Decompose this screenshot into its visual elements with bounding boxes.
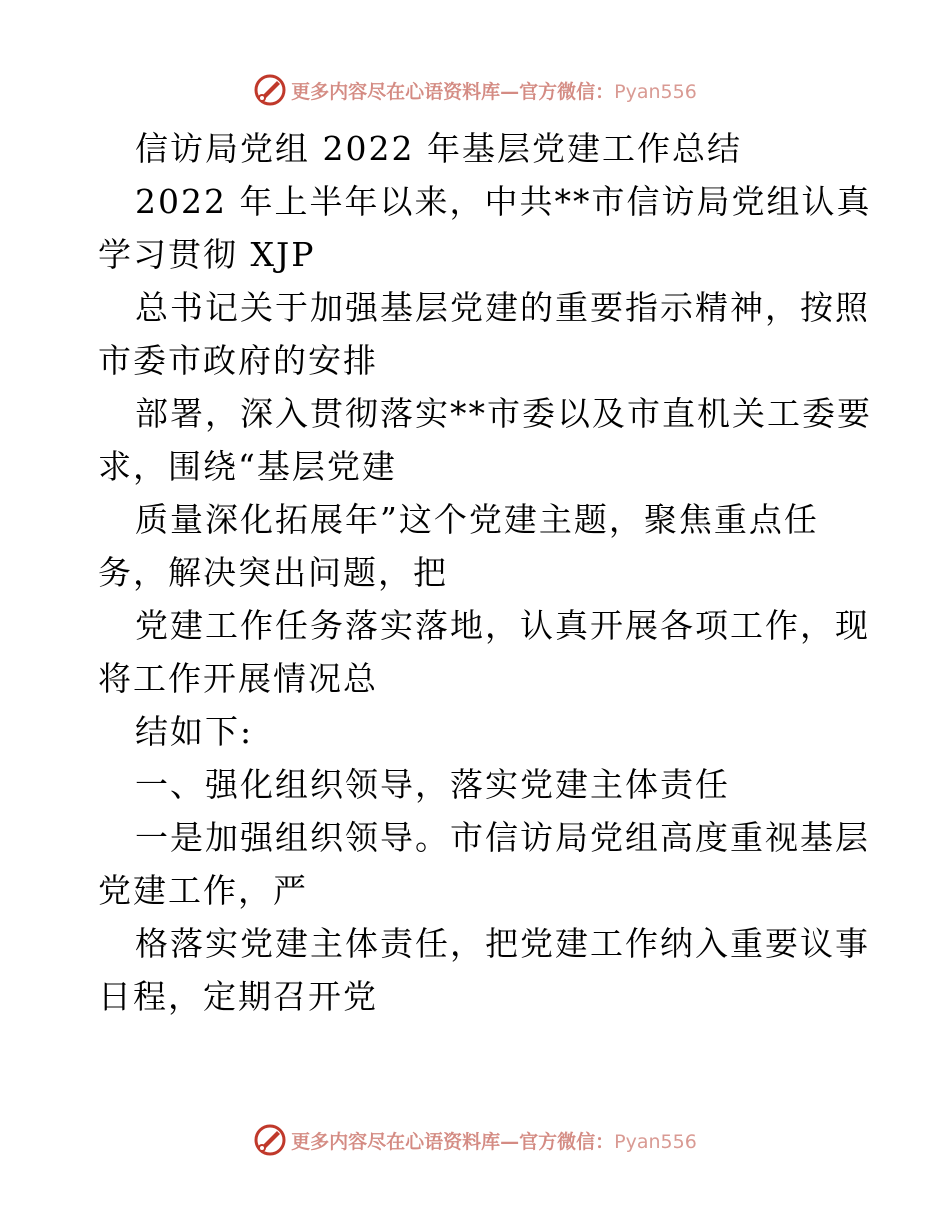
paragraph-line: 务，解决突出问题，把 bbox=[98, 553, 448, 592]
footer-banner-text bbox=[291, 1127, 697, 1154]
footer-banner-label: 更多内容尽在心语资料库—官方微信： bbox=[291, 1130, 615, 1153]
paragraph-line: 求，围绕“基层党建 bbox=[98, 447, 397, 486]
header-wechat-id: Pyan556 bbox=[614, 80, 697, 103]
header-banner-text bbox=[291, 77, 697, 104]
paragraph-line: 结如下: bbox=[135, 712, 254, 751]
footer-wechat-id: Pyan556 bbox=[614, 1130, 697, 1153]
document-title: 信访局党组 2022 年基层党建工作总结 bbox=[135, 129, 742, 168]
paragraph-line: 党建工作任务落实落地，认真开展各项工作，现 bbox=[135, 606, 870, 645]
paragraph-line: 将工作开展情况总 bbox=[98, 659, 378, 698]
document-body bbox=[98, 122, 872, 1023]
brand-logo-icon bbox=[253, 73, 287, 107]
paragraph-line: 2022 年上半年以来，中共**市信访局党组认真 bbox=[135, 182, 872, 221]
paragraph-line: 学习贯彻 XJP bbox=[98, 235, 316, 274]
brand-logo-icon bbox=[253, 1123, 287, 1157]
footer-banner bbox=[0, 1120, 950, 1160]
paragraph-line: 总书记关于加强基层党建的重要指示精神，按照 bbox=[135, 288, 870, 327]
paragraph-line: 格落实党建主体责任，把党建工作纳入重要议事 bbox=[135, 924, 870, 963]
paragraph-line: 市委市政府的安排 bbox=[98, 341, 378, 380]
header-banner-label: 更多内容尽在心语资料库—官方微信： bbox=[291, 80, 615, 103]
paragraph-line: 质量深化拓展年”这个党建主题，聚焦重点任 bbox=[135, 500, 819, 539]
section-heading: 一、强化组织领导，落实党建主体责任 bbox=[135, 765, 730, 804]
paragraph-line: 党建工作，严 bbox=[98, 871, 308, 910]
paragraph-line: 部署，深入贯彻落实**市委以及市直机关工委要 bbox=[135, 394, 872, 433]
header-banner bbox=[0, 70, 950, 110]
paragraph-line: 日程，定期召开党 bbox=[98, 977, 378, 1016]
paragraph-line: 一是加强组织领导。市信访局党组高度重视基层 bbox=[135, 818, 870, 857]
